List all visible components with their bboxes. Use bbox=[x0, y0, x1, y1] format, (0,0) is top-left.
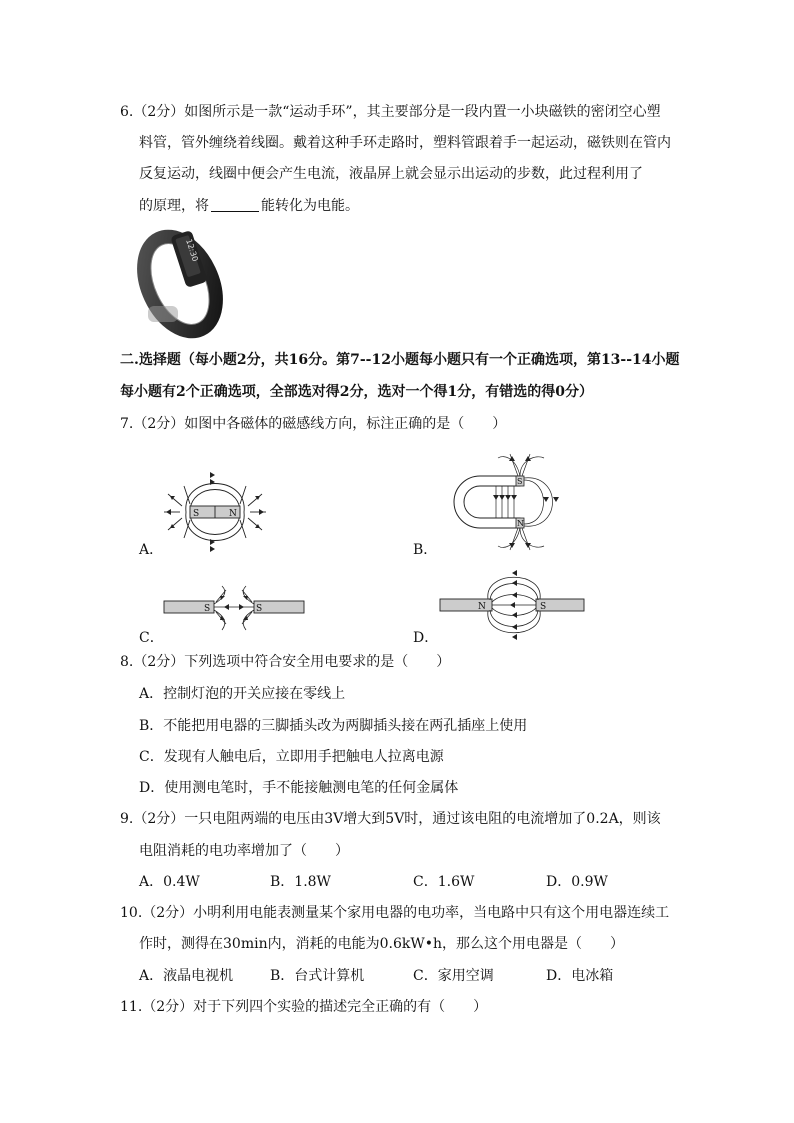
q10-option-d[interactable]: D．电冰箱 bbox=[546, 968, 614, 984]
section2-line-2: 每小题有2个正确选项，全部选对得2分，选对一个得1分，有错选的得0分） bbox=[120, 384, 593, 400]
q10-option-c[interactable]: C．家用空调 bbox=[413, 968, 494, 984]
q7-c-pole-s-right: S bbox=[256, 604, 263, 614]
q9-option-a[interactable]: A．0.4W bbox=[139, 874, 200, 890]
q9-line-2: 电阻消耗的电功率增加了（ ） bbox=[139, 843, 349, 859]
q7-b-pole-n: N bbox=[517, 519, 524, 528]
q7-diagram-d bbox=[440, 570, 586, 640]
q11-stem: 11.（2分）对于下列四个实验的描述完全正确的有（ ） bbox=[120, 999, 488, 1015]
section2-line-1: 二.选择题（每小题2分，共16分。第7--12小题每小题只有一个正确选项，第13--14小题 bbox=[120, 352, 680, 368]
q8-stem: 8.（2分）下列选项中符合安全用电要求的是（ ） bbox=[120, 654, 451, 670]
q7-b-pole-s: S bbox=[517, 477, 523, 486]
fill-in-blank[interactable] bbox=[211, 197, 259, 212]
q7-option-a[interactable]: A． bbox=[139, 542, 164, 558]
device-time: 12:30 bbox=[184, 237, 200, 263]
q9-line-1: 9.（2分）一只电阻两端的电压由3V增大到5V时，通过该电阻的电流增加了0.2A，则该 bbox=[120, 811, 661, 827]
q8-option-d[interactable]: D．使用测电笔时，手不能接触测电笔的任何金属体 bbox=[139, 780, 459, 796]
q10-option-b[interactable]: B．台式计算机 bbox=[270, 968, 365, 984]
q9-option-c[interactable]: C．1.6W bbox=[413, 874, 475, 890]
q10-option-a[interactable]: A．液晶电视机 bbox=[139, 968, 234, 984]
q6-line-1: 6.（2分）如图所示是一款“运动手环”，其主要部分是一段内置一小块磁铁的密闭空心塑 bbox=[120, 104, 661, 120]
q8-option-c[interactable]: C．发现有人触电后，立即用手把触电人拉离电源 bbox=[139, 749, 444, 765]
q7-c-pole-s-left: S bbox=[204, 604, 211, 614]
q7-option-c[interactable]: C． bbox=[139, 630, 164, 646]
q7-diagram-c bbox=[164, 584, 306, 634]
q7-option-b[interactable]: B． bbox=[413, 542, 438, 558]
q8-option-a[interactable]: A．控制灯泡的开关应接在零线上 bbox=[139, 686, 346, 702]
q7-option-d[interactable]: D． bbox=[413, 630, 439, 646]
q7-diagram-a bbox=[160, 472, 270, 552]
q9-option-d[interactable]: D．0.9W bbox=[546, 874, 608, 890]
q8-option-b[interactable]: B．不能把用电器的三脚插头改为两脚插头接在两孔插座上使用 bbox=[139, 718, 528, 734]
q7-diagram-b bbox=[440, 450, 575, 555]
q9-option-b[interactable]: B．1.8W bbox=[270, 874, 331, 890]
q7-stem: 7.（2分）如图中各磁体的磁感线方向，标注正确的是（ ） bbox=[120, 416, 507, 432]
q7-a-pole-s: S bbox=[193, 509, 200, 519]
q6-line-4 bbox=[139, 196, 359, 216]
q7-a-pole-n: N bbox=[229, 509, 237, 519]
q10-line-1: 10.（2分）小明利用电能表测量某个家用电器的电功率，当电路中只有这个用电器连续工 bbox=[120, 905, 670, 921]
q10-line-2: 作时，测得在30min内，消耗的电能为0.6kW•h，那么这个用电器是（ ） bbox=[139, 936, 624, 952]
q6-line-3: 反复运动，线圈中便会产生电流，液晶屏上就会显示出运动的步数，此过程利用了 bbox=[139, 166, 643, 182]
fitness-band-image bbox=[138, 222, 218, 340]
q6-line-4-prefix: 的原理，将 bbox=[139, 198, 209, 214]
q6-line-4-suffix: 能转化为电能。 bbox=[261, 198, 359, 214]
q7-d-pole-n: N bbox=[478, 602, 486, 612]
q6-line-2: 料管，管外缠绕着线圈。戴着这种手环走路时，塑料管跟着手一起运动，磁铁则在管内 bbox=[139, 135, 671, 151]
q7-d-pole-s: S bbox=[540, 602, 547, 612]
